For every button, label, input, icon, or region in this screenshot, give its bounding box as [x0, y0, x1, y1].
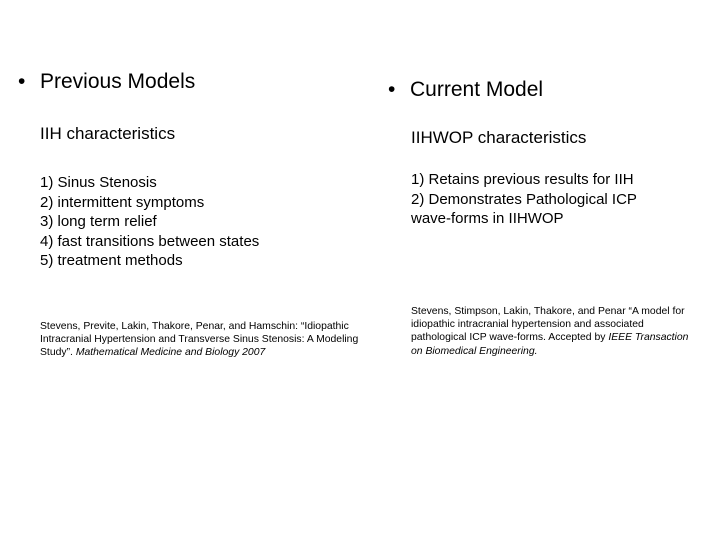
right-reference-citation: Stevens, Stimpson, Lakin, Thakore, and Penar “A model for idiopathic intracranial hypertension and associated pathological ICP wave-forms. Accepted by [411, 306, 685, 344]
left-subheading: IIH characteristics [40, 124, 176, 143]
right-heading: Current Model [410, 78, 544, 101]
left-reference [40, 320, 360, 360]
right-heading-row [388, 78, 543, 102]
bullet-icon: • [18, 70, 26, 93]
right-subheading: IIHWOP characteristics [411, 128, 587, 147]
left-heading: Previous Models [40, 70, 196, 93]
left-reference-journal: Mathematical Medicine and Biology 2007 [75, 347, 266, 359]
list-item: 1) Retains previous results for IIH [411, 171, 634, 188]
left-characteristics-list [40, 173, 259, 271]
left-heading-row [18, 70, 195, 94]
right-reference-journal: IEEE Transaction on Biomedical Engineering. [411, 332, 689, 357]
right-characteristics-list [411, 170, 637, 229]
list-item: 3) long term relief [40, 213, 157, 230]
right-reference [411, 305, 691, 358]
bullet-icon: • [388, 78, 396, 101]
list-item: 4) fast transitions between states [40, 232, 260, 250]
list-item: 2) Demonstrates Pathological ICP [411, 190, 637, 208]
list-item: 5) treatment methods [40, 252, 183, 269]
list-item: 2) intermittent symptoms [40, 193, 205, 211]
list-item: 1) Sinus Stenosis [40, 174, 157, 191]
left-reference-citation: Stevens, Previte, Lakin, Thakore, Penar, and Hamschin: “Idiopathic Intracranial Hypertension and Transverse Sinus Stenosis: A Modeling Study”. [40, 321, 359, 359]
list-item: wave-forms in IIHWOP [411, 210, 564, 227]
